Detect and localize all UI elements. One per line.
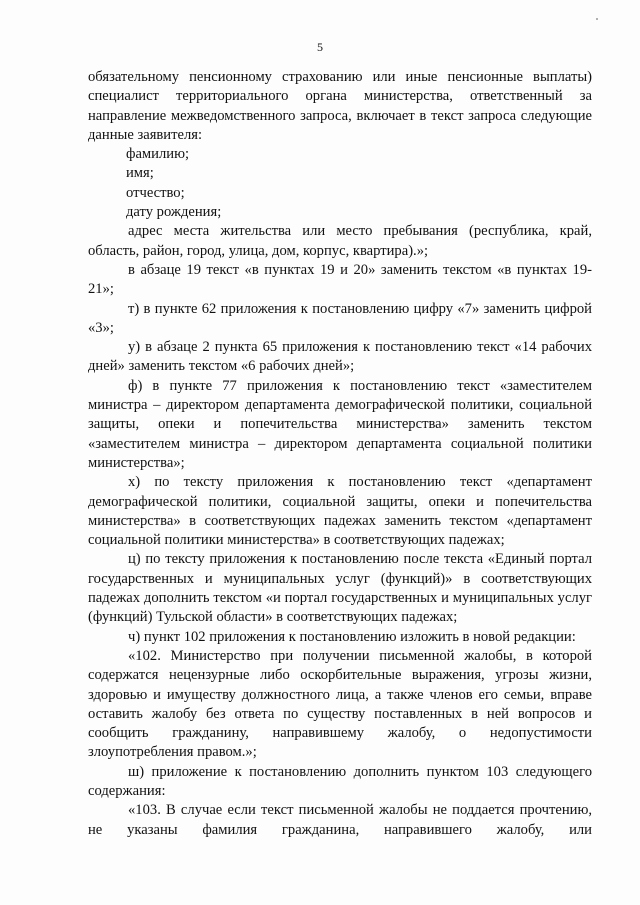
paragraph-c: ц) по тексту приложения к постановлению после текста «Единый портал государственных и муниципальных услуг (функций)» в соответствующих падежах дополнить текстом «и портал государственных и муниципальных услуг (функций) Тульской области» в соответствующих падежах; (88, 551, 592, 626)
page-number: 5 (317, 40, 323, 54)
paragraph-abzac-19: в абзаце 19 текст «в пунктах 19 и 20» заменить текстом «в пунктах 19-21»; (88, 261, 592, 298)
list-item-name: имя; (126, 165, 154, 182)
paragraph-sh: ш) приложение к постановлению дополнить пунктом 103 следующего содержания: (88, 763, 592, 799)
list-item-address: адрес места жительства или место пребывания (республика, край, область, район, город, улица, дом, корпус, квартира).»; (88, 223, 592, 259)
paragraph-item-103: «103. В случае если текст письменной жалобы не поддается прочтению, не указаны фамилия гражданина, направившего жалобу, или (88, 802, 592, 838)
paragraph-intro: обязательному пенсионному страхованию или иные пенсионные выплаты) специалист территориального органа министерства, ответственный за направление межведомственного запроса, включает в текст запроса следующие данные заявителя: (88, 69, 592, 143)
paragraph-ch: ч) пункт 102 приложения к постановлению изложить в новой редакции: (128, 628, 576, 645)
paragraph-u: у) в абзаце 2 пункта 65 приложения к постановлению текст «14 рабочих дней» заменить текстом «6 рабочих дней»; (88, 339, 592, 375)
list-item-surname: фамилию; (126, 146, 190, 163)
paragraph-item-102: «102. Министерство при получении письменной жалобы, в которой содержатся нецензурные либо оскорбительные выражения, угрозы жизни, здоровью и имуществу должностного лица, а также членов его семьи, вправе оставить жалобу без ответа по существу поставленных в ней вопросов и сообщить гражданину, направившему жалобу, о недопустимости злоупотребления правом.»; (88, 647, 592, 761)
paragraph-f: ф) в пункте 77 приложения к постановлению текст «заместителем министра – директором департамента демографической политики, социальной защиты, опеки и попечительства министерства» заменить текстом «заместителем министра – директором департамента социальной политики министерства»; (88, 377, 592, 471)
paragraph-h: х) по тексту приложения к постановлению текст «департамент демографической политики, социальной защиты, опеки и попечительства министерства» в соответствующих падежах заменить текстом «департамент социальной политики министерства» в соответствующих падежах; (88, 474, 592, 549)
list-item-patronymic: отчество; (126, 184, 185, 201)
list-item-birthdate: дату рождения; (126, 204, 222, 221)
scan-speck (596, 18, 598, 20)
paragraph-t: т) в пункте 62 приложения к постановлению цифру «7» заменить цифрой «3»; (88, 300, 592, 336)
document-body (88, 68, 592, 840)
